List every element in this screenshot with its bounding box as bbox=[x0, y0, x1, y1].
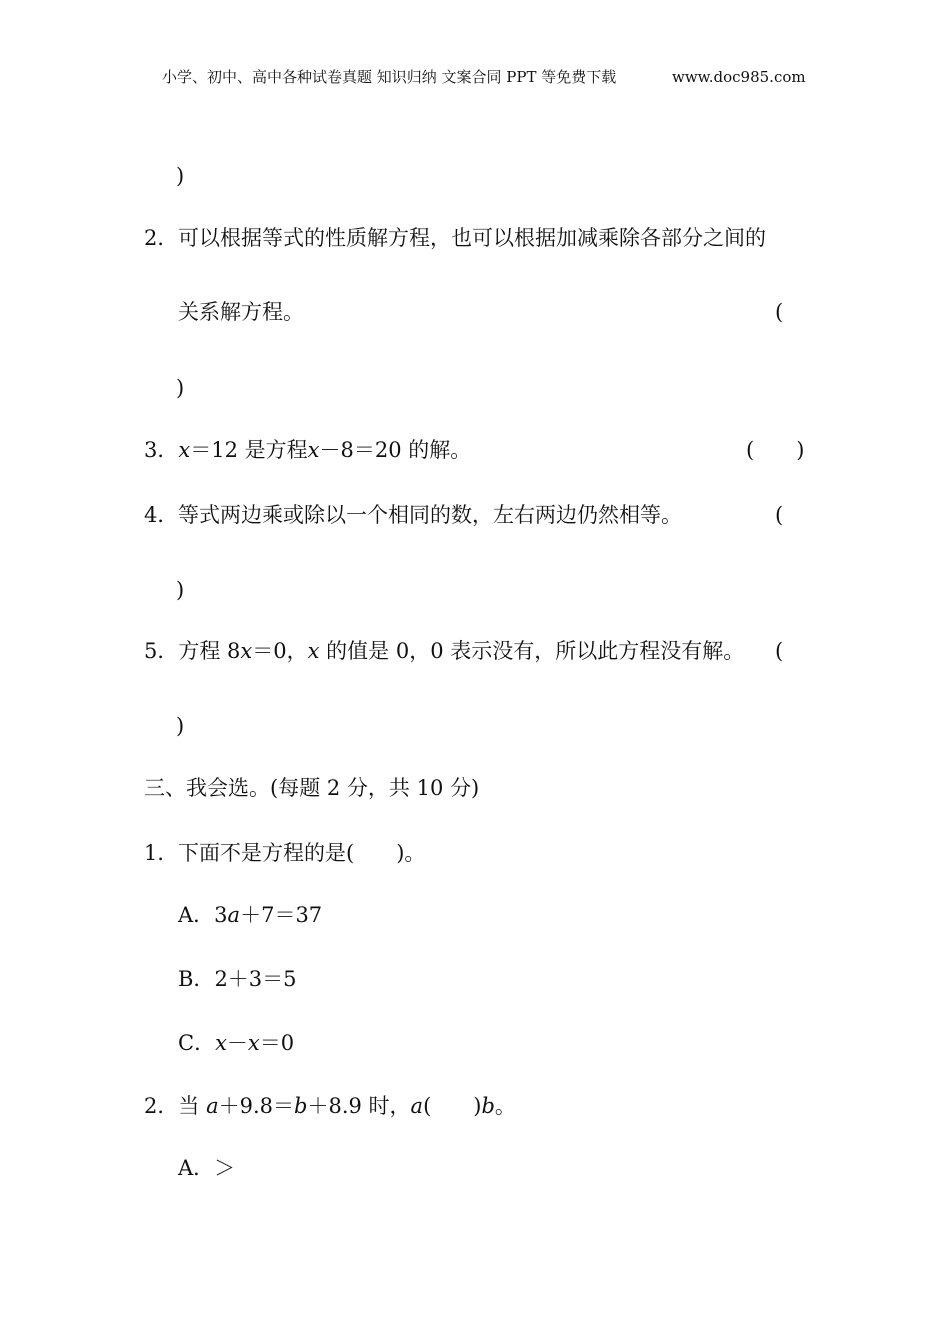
header-text: 小学、初中、高中各种试卷真题 知识归纳 文案合同 PPT 等免费下载 bbox=[162, 68, 617, 86]
q2-2-number: 2． bbox=[144, 226, 179, 250]
q2-5-text2: ＝0， bbox=[252, 639, 308, 663]
header-url: www.doc985.com bbox=[672, 68, 806, 86]
option-label: A． bbox=[178, 1156, 215, 1180]
q3-1-number: 1． bbox=[144, 841, 179, 865]
q3-2-var-b1: b bbox=[294, 1094, 308, 1118]
option-label: A． bbox=[178, 903, 215, 927]
q2-5-var-x2: x bbox=[307, 639, 320, 663]
q2-2-close-paren: ) bbox=[176, 376, 185, 400]
q3-2-end: 。 bbox=[494, 1094, 516, 1118]
q3-1-option-c bbox=[178, 1033, 294, 1054]
q3-2-blank: ( ) bbox=[423, 1094, 482, 1118]
q2-3-text2: －8＝20 的解。 bbox=[319, 438, 472, 462]
section-3-title: 三、我会选。(每题 2 分，共 10 分) bbox=[144, 776, 480, 800]
q2-5-text3: 的值是 0，0 表示没有，所以此方程没有解。 bbox=[319, 639, 745, 663]
option-label: B． bbox=[178, 967, 215, 991]
q2-3-var-x1: x bbox=[178, 438, 191, 462]
q2-5-open-paren: ( bbox=[775, 639, 784, 663]
option-c-var1: x bbox=[215, 1031, 227, 1055]
q2-5-var-x1: x bbox=[240, 639, 253, 663]
option-b-text: 2＋3＝5 bbox=[214, 967, 297, 991]
q2-4-close-paren: ) bbox=[176, 578, 185, 602]
option-a-var: a bbox=[227, 903, 241, 927]
option-a-post: ＋7＝37 bbox=[240, 903, 323, 927]
option-label: C． bbox=[178, 1031, 216, 1055]
q3-2-pre: 当 bbox=[178, 1094, 207, 1118]
q2-2-line1: 可以根据等式的性质解方程，也可以根据加减乘除各部分之间的 bbox=[178, 226, 766, 250]
q2-3-number: 3． bbox=[144, 438, 179, 462]
q2-5-line bbox=[144, 641, 744, 662]
q3-2-number: 2． bbox=[144, 1094, 179, 1118]
q3-1-option-a bbox=[178, 905, 322, 926]
q3-2-var-a2: a bbox=[410, 1094, 424, 1118]
q3-2-mid2: ＋8.9 时， bbox=[307, 1094, 411, 1118]
q2-5-number: 5． bbox=[144, 639, 179, 663]
q3-2-option-a bbox=[178, 1158, 235, 1179]
q2-5-text1: 方程 8 bbox=[178, 639, 241, 663]
q3-1-option-b bbox=[178, 969, 297, 990]
option-c-mid: － bbox=[226, 1031, 248, 1055]
option-a-text: ＞ bbox=[214, 1156, 236, 1180]
q2-4-open-paren: ( bbox=[775, 503, 784, 527]
q2-3-answer-paren: ( ) bbox=[746, 438, 805, 462]
q2-4-number: 4． bbox=[144, 503, 179, 527]
q2-5-close-paren: ) bbox=[176, 714, 185, 738]
q3-2-mid1: ＋9.8＝ bbox=[218, 1094, 294, 1118]
q3-1-text: 下面不是方程的是( )。 bbox=[178, 841, 426, 865]
option-c-post: ＝0 bbox=[259, 1031, 295, 1055]
q2-2-open-paren: ( bbox=[775, 300, 784, 324]
q3-2-var-a1: a bbox=[206, 1094, 219, 1118]
q2-3-line bbox=[144, 440, 471, 461]
q2-4-text: 等式两边乘或除以一个相同的数，左右两边仍然相等。 bbox=[178, 503, 682, 527]
q3-2-var-b2: b bbox=[481, 1094, 495, 1118]
q3-2-line bbox=[144, 1096, 516, 1117]
q2-2-line2: 关系解方程。 bbox=[178, 300, 304, 324]
option-c-var2: x bbox=[247, 1031, 260, 1055]
q2-3-text1: ＝12 是方程 bbox=[190, 438, 308, 462]
option-a-pre: 3 bbox=[214, 903, 228, 927]
q2-3-var-x2: x bbox=[307, 438, 320, 462]
close-paren-prev: ) bbox=[176, 164, 185, 188]
